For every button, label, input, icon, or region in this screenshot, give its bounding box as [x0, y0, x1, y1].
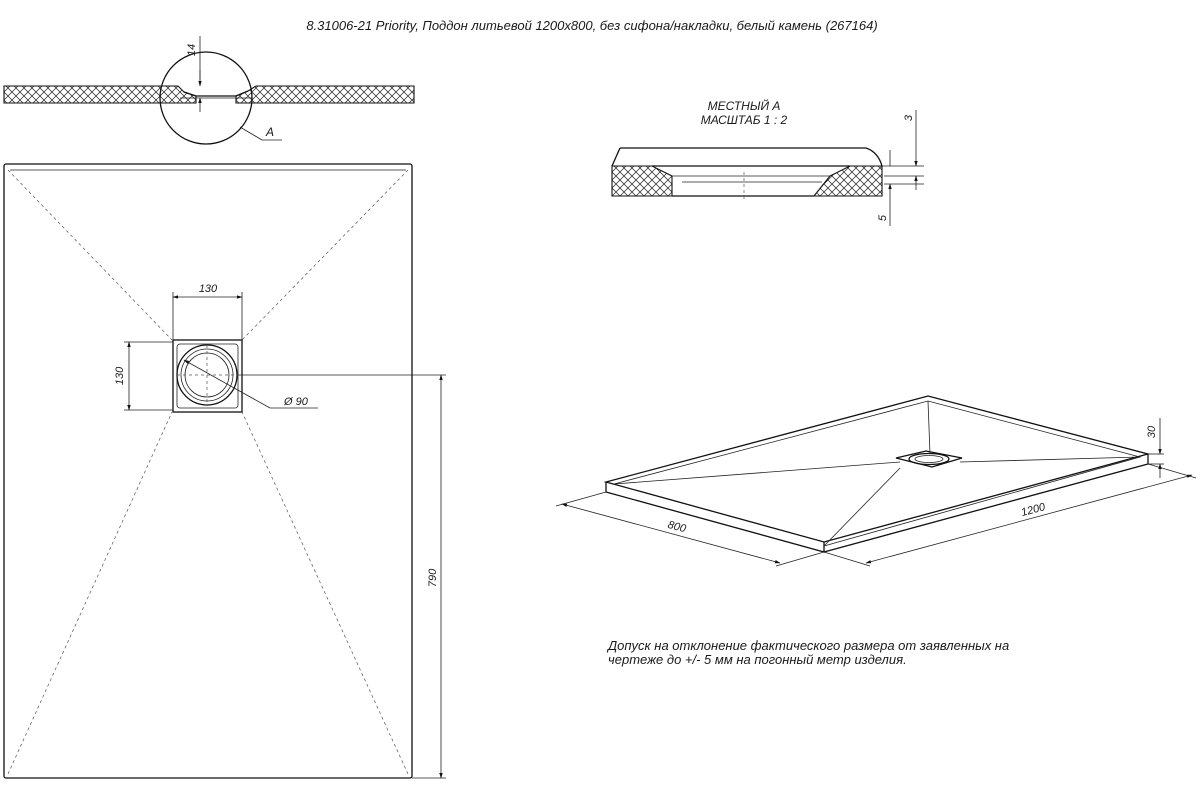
detail-view [612, 97, 924, 226]
callout-leader [240, 127, 262, 140]
iso-top-face [606, 396, 1148, 542]
tolerance-note [606, 638, 1009, 667]
dim-detail-top: 3 [903, 114, 915, 122]
dim-detail-bottom: 5 [877, 214, 889, 222]
detail-title-line1: МЕСТНЫЙ А [707, 99, 781, 113]
detail-hatch-left [612, 166, 672, 196]
detail-title-line2: МАСШТАБ 1 : 2 [700, 113, 788, 127]
callout-label: A [266, 125, 275, 139]
section-profile-left [4, 86, 196, 103]
dim-drain-diameter: Ø 90 [284, 396, 308, 408]
detail-top-surface [620, 148, 882, 166]
dim-drain-width: 130 [198, 283, 218, 295]
section-view [4, 36, 414, 144]
dim-drain-height: 130 [114, 366, 126, 386]
dim-iso-length: 1200 [1019, 501, 1047, 520]
iso-view [556, 396, 1196, 566]
dim-thickness: 14 [186, 43, 198, 57]
iso-front-edge-left [606, 482, 824, 552]
dim-iso-height: 30 [1146, 425, 1158, 439]
dim-iso-width: 800 [666, 518, 688, 536]
plan-view [4, 164, 446, 778]
dim-length: 790 [427, 568, 439, 588]
detail-hatch-right [814, 166, 882, 196]
tray-outline [4, 164, 412, 778]
note-line1: Допуск на отклонение фактического размера от заявленных на [608, 638, 1010, 653]
drawing-title: 8.31006-21 Priority, Поддон литьевой 1200x800, без сифона/накладки, белый камень (267164) [306, 18, 878, 33]
note-line2: чертеже до +/- 5 мм на погонный метр изделия. [608, 652, 907, 667]
section-drain [184, 91, 248, 96]
section-profile-right [236, 86, 414, 103]
